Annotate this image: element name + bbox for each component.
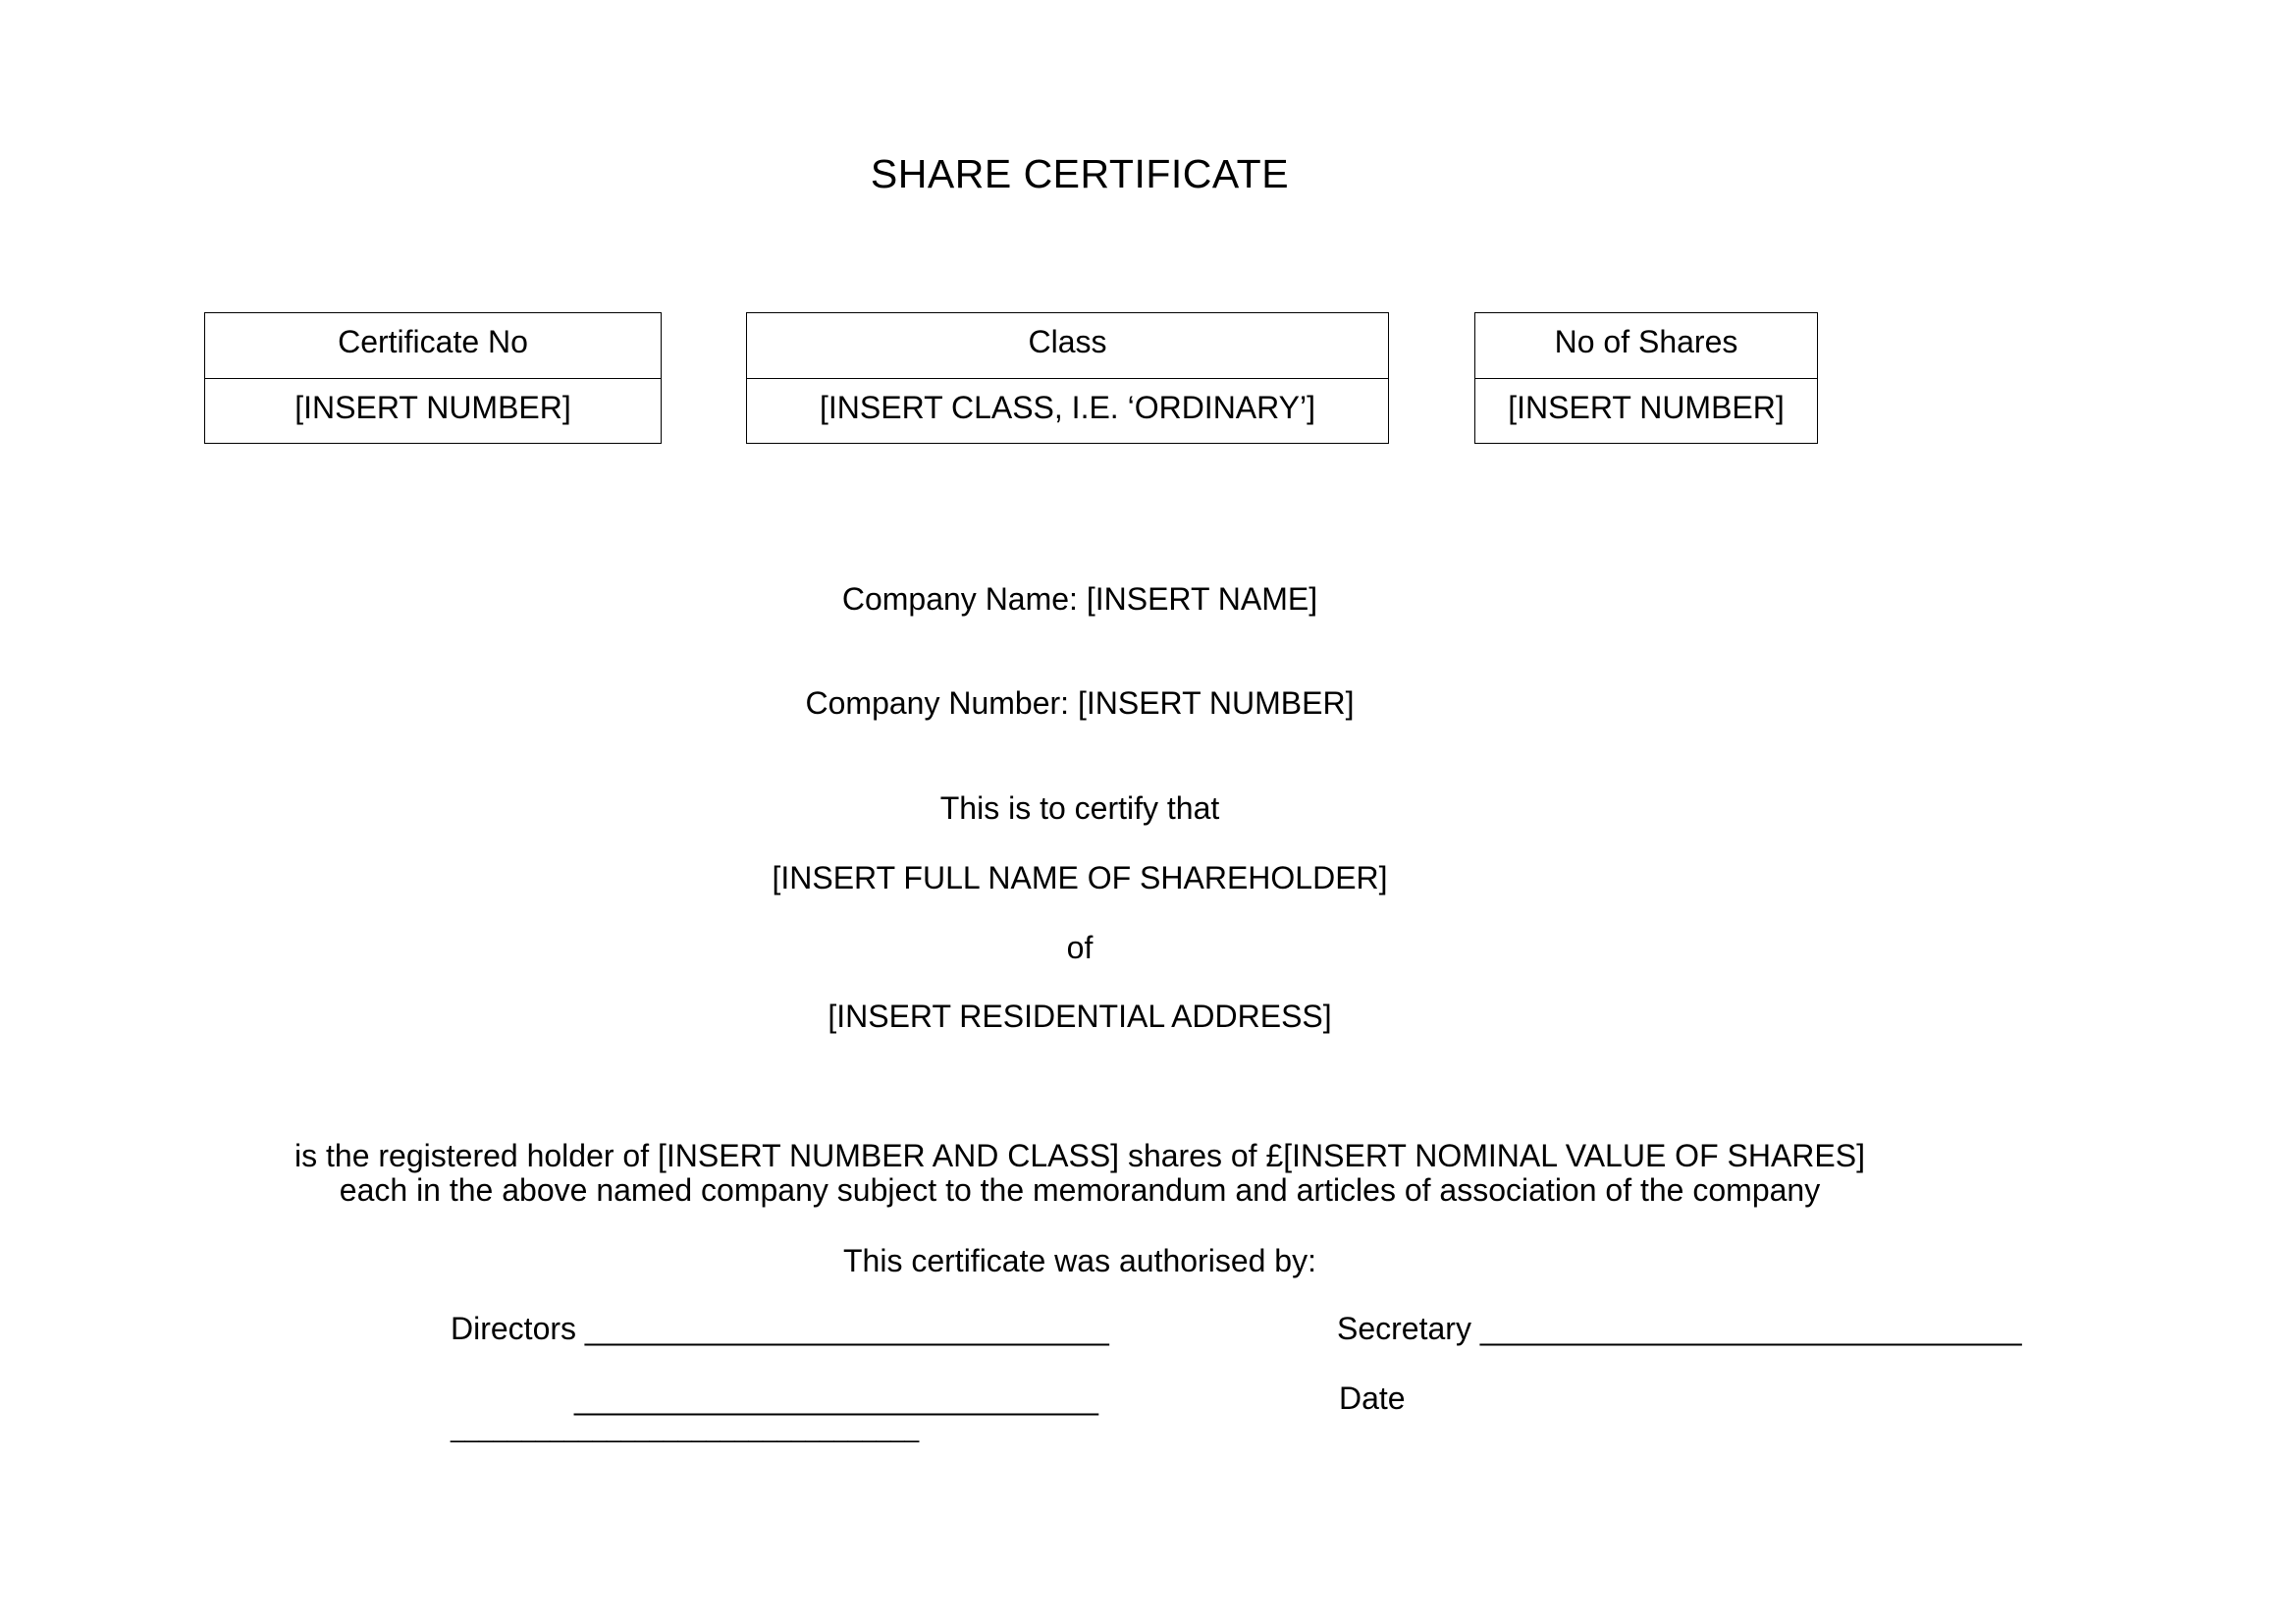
of-text: of [1066, 930, 1094, 965]
company-number-line: Company Number: [INSERT NUMBER] [805, 685, 1355, 721]
date-label: Date [1339, 1380, 1406, 1416]
statement-line-2: each in the above named company subject to the memorandum and articles of association of the company [339, 1172, 1821, 1208]
directors-signature-line: Directors ______________________________ [451, 1311, 1109, 1346]
director-second-signature-line: ______________________________ [574, 1380, 1098, 1416]
certificate-title: SHARE CERTIFICATE [870, 151, 1290, 196]
statement-line-1: is the registered holder of [INSERT NUMBER AND CLASS] shares of £[INSERT NOMINAL VALUE OF SHARES] [294, 1138, 1865, 1173]
class-value: [INSERT CLASS, I.E. ‘ORDINARY’] [819, 390, 1316, 425]
secretary-signature-line: Secretary _______________________________ [1337, 1311, 2022, 1346]
certificate-no-header: Certificate No [205, 313, 661, 379]
company-name-line: Company Name: [INSERT NAME] [841, 581, 1318, 617]
class-header: Class [747, 313, 1388, 379]
no-of-shares-box [1474, 312, 1818, 444]
certificate-no-box [204, 312, 662, 444]
certify-intro: This is to certify that [939, 790, 1220, 826]
no-of-shares-value: [INSERT NUMBER] [1508, 390, 1785, 425]
shareholder-name: [INSERT FULL NAME OF SHAREHOLDER] [772, 860, 1388, 895]
residential-address: [INSERT RESIDENTIAL ADDRESS] [828, 999, 1332, 1034]
certificate-no-value: [INSERT NUMBER] [294, 390, 571, 425]
no-of-shares-header: No of Shares [1475, 313, 1817, 379]
authorised-by: This certificate was authorised by: [843, 1243, 1316, 1278]
class-box [746, 312, 1389, 444]
director-third-signature-line: _________________________________ [451, 1414, 920, 1443]
